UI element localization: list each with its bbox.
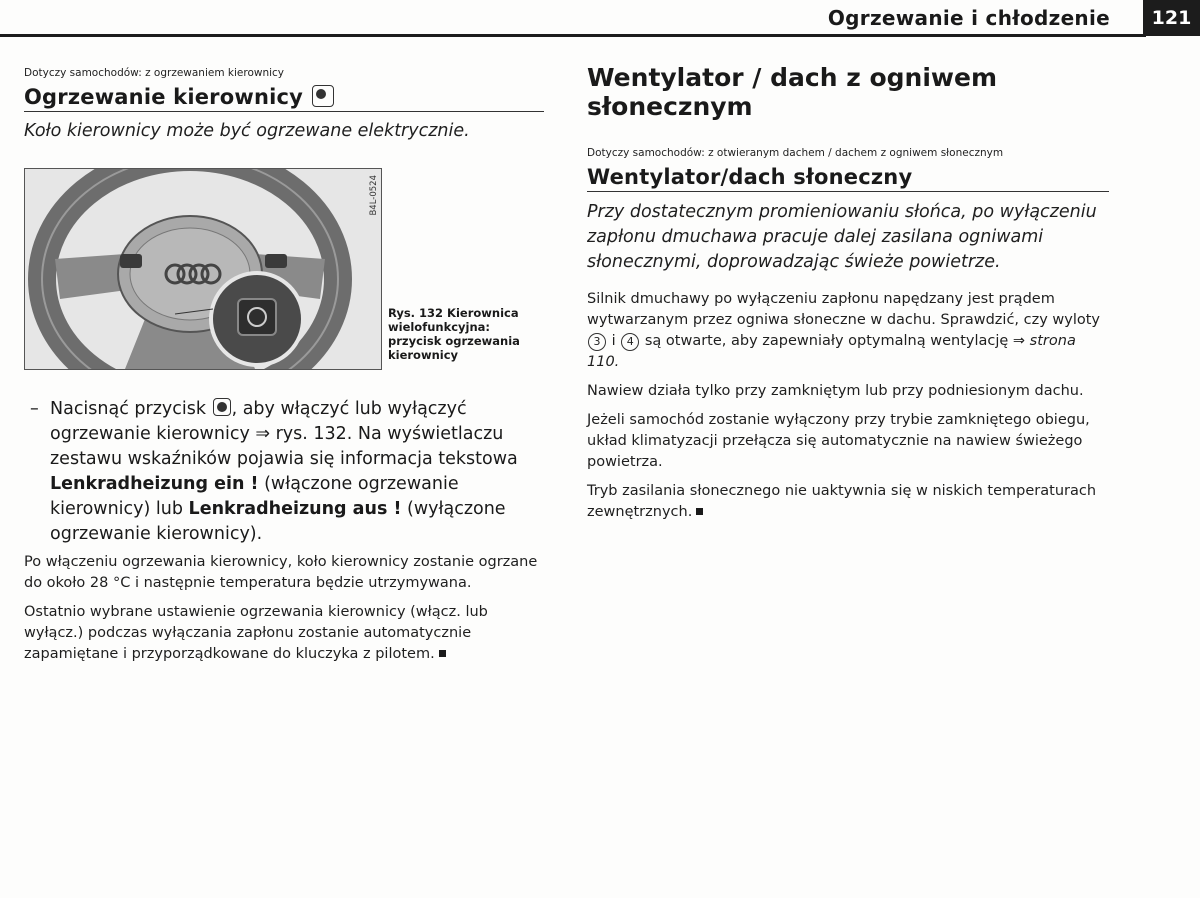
figure-caption: Rys. 132 Kierownica wielofunkcyjna: przycisk ogrzewania kierownicy <box>388 306 520 362</box>
steering-heat-button-icon <box>312 85 334 107</box>
page-number: 121 <box>1143 0 1200 36</box>
message-on: Lenkradheizung ein ! <box>50 474 259 494</box>
paragraph-heating-temp: Po włączeniu ogrzewania kierownicy, koło kierownicy zostanie ogrzane do około 28 °C i następnie temperatura będzie utrzymywana. <box>24 554 538 591</box>
instruction-part1: Nacisnąć przycisk <box>50 399 206 419</box>
outlet-4-badge: 4 <box>621 333 639 351</box>
applies-to-note: Dotyczy samochodów: z ogrzewaniem kierownicy <box>24 67 285 79</box>
paragraph-recirculation: Jeżeli samochód zostanie wyłączony przy trybie zamkniętego obiegu, układ klimatyzacji przełącza się automatycznie na nawiew świeżego powietrza. <box>587 412 1090 470</box>
instruction-text <box>50 397 540 547</box>
lead-text-right: Przy dostatecznym promieniowaniu słońca, po wyłączeniu zapłonu dmuchawa pracuje dalej zasilana ogniwami słonecznymi, doprowadzając świeże powietrze. <box>587 202 1097 272</box>
section-title-steering-heating <box>24 85 544 112</box>
instruction-item <box>30 397 540 547</box>
message-off: Lenkradheizung aus ! <box>188 499 402 519</box>
paragraph-blower-and: i <box>607 333 621 349</box>
paragraph-memory <box>24 602 540 665</box>
steering-heat-button-inline-icon <box>213 398 231 416</box>
paragraph-roof: Nawiew działa tylko przy zamkniętym lub przy podniesionym dachu. <box>587 383 1084 399</box>
outlet-3-badge: 3 <box>588 333 606 351</box>
right-column <box>587 63 1109 531</box>
left-body <box>24 552 540 673</box>
paragraph-blower-part2: są otwarte, aby zapewniały optymalną wentylację <box>640 333 1013 349</box>
end-of-section-mark <box>439 650 446 657</box>
right-body <box>587 289 1109 523</box>
steering-wheel-figure <box>24 168 382 370</box>
lead-text: Koło kierownicy może być ogrzewane elektrycznie. <box>24 121 470 141</box>
paragraph-memory-text: Ostatnio wybrane ustawienie ogrzewania kierownicy (włącz. lub wyłącz.) podczas wyłączania zapłonu zostanie automatycznie zapamiętane i przyporządkowane do kluczyka z pilotem. <box>24 604 488 662</box>
chapter-title: Wentylator / dach z ogniwem słonecznym <box>587 63 997 121</box>
section-title-ventilator: Wentylator/dach słoneczny <box>587 165 1109 192</box>
dash-bullet: – <box>30 399 39 419</box>
instruction-part3: (włączone ogrzewanie kierownicy) lub <box>50 474 459 519</box>
figure-code: B4L-0524 <box>369 175 379 216</box>
paragraph-low-temp-text: Tryb zasilania słonecznego nie uaktywnia się w niskich temperaturach zewnętrznych. <box>587 483 1097 520</box>
instruction-part2: , aby włączyć lub wyłączyć ogrzewanie kierownicy ⇒ rys. 132. Na wyświetlaczu zestawu wskaźników pojawia się informacja tekstowa <box>50 399 518 469</box>
paragraph-low-temp <box>587 481 1109 523</box>
page-reference-link: ⇒ strona 110. <box>587 333 1076 370</box>
paragraph-blower <box>587 289 1109 373</box>
running-header: Ogrzewanie i chłodzenie <box>827 6 1110 30</box>
paragraph-blower-part1: Silnik dmuchawy po wyłączeniu zapłonu napędzany jest prądem wytwarzanym przez ogniwa słoneczne w dachu. Sprawdzić, czy wyloty <box>587 291 1101 328</box>
end-of-section-mark-right <box>696 508 703 515</box>
section-title-text: Ogrzewanie kierownicy <box>24 85 304 109</box>
steering-wheel-illustration <box>25 169 381 369</box>
left-column <box>24 67 544 144</box>
applies-to-note-right: Dotyczy samochodów: z otwieranym dachem / dachem z ogniwem słonecznym <box>587 147 1004 159</box>
instruction-part4: (wyłączone ogrzewanie kierownicy). <box>50 499 506 544</box>
header-rule <box>0 34 1146 37</box>
